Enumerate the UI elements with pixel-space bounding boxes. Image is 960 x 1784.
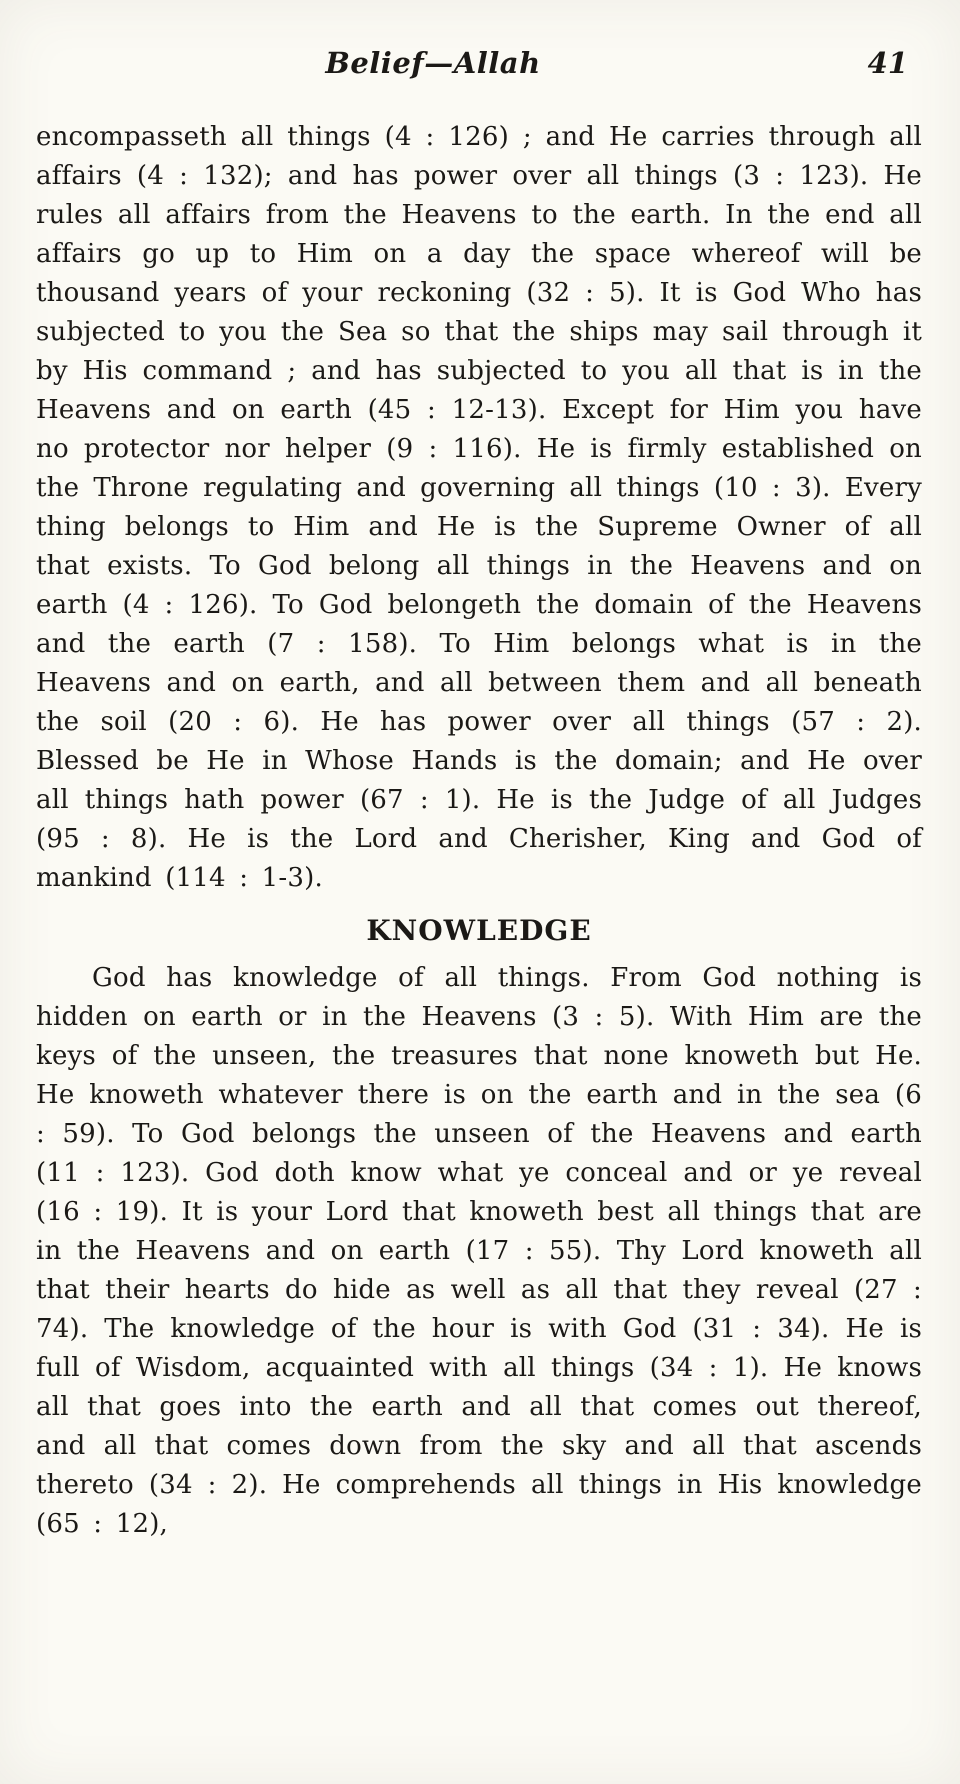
page-header	[36, 46, 922, 98]
paragraph-allah-continuation: encompasseth all things (4 : 126) ; and He carries through all affairs (4 : 132); and has power over all things (3 : 123). He rules all affairs from the Heavens to the earth. In the end all affairs go up to Him on a day the space whereof will be thousand years of your reckoning (32 : 5). It is God Who has subjected to you the Sea so that the ships may sail through it by His command ; and has subjected to you all that is in the Heavens and on earth (45 : 12-13). Except for Him you have no protector nor helper (9 : 116). He is firmly established on the Throne regulating and governing all things (10 : 3). Every thing belongs to Him and He is the Supreme Owner of all that exists. To God belong all things in the Heavens and on earth (4 : 126). To God belongeth the domain of the Heavens and the earth (7 : 158). To Him belongs what is in the Heavens and on earth, and all between them and all beneath the soil (20 : 6). He has power over all things (57 : 2). Blessed be He in Whose Hands is the domain; and He over all things hath power (67 : 1). He is the Judge of all Judges (95 : 8). He is the Lord and Cherisher, King and God of mankind (114 : 1-3).	[36, 122, 922, 893]
running-title: Belief—Allah	[325, 46, 541, 80]
page-number: 41	[867, 46, 908, 80]
section-heading-knowledge: KNOWLEDGE	[366, 914, 592, 947]
paragraph-knowledge: God has knowledge of all things. From God nothing is hidden on earth or in the Heavens (3 : 5). With Him are the keys of the unseen, the treasures that none knoweth but He. He knoweth whatever there is on the earth and in the sea (6 : 59). To God belongs the unseen of the Heavens and earth (11 : 123). God doth know what ye conceal and or ye reveal (16 : 19). It is your Lord that knoweth best all things that are in the Heavens and on earth (17 : 55). Thy Lord knoweth all that their hearts do hide as well as all that they reveal (27 : 74). The knowledge of the hour is with God (31 : 34). He is full of Wisdom, acquainted with all things (34 : 1). He knows all that goes into the earth and all that comes out thereof, and all that comes down from the sky and all that ascends thereto (34 : 2). He comprehends all things in His knowledge (65 : 12),	[36, 963, 922, 1539]
page-body	[36, 118, 922, 1544]
